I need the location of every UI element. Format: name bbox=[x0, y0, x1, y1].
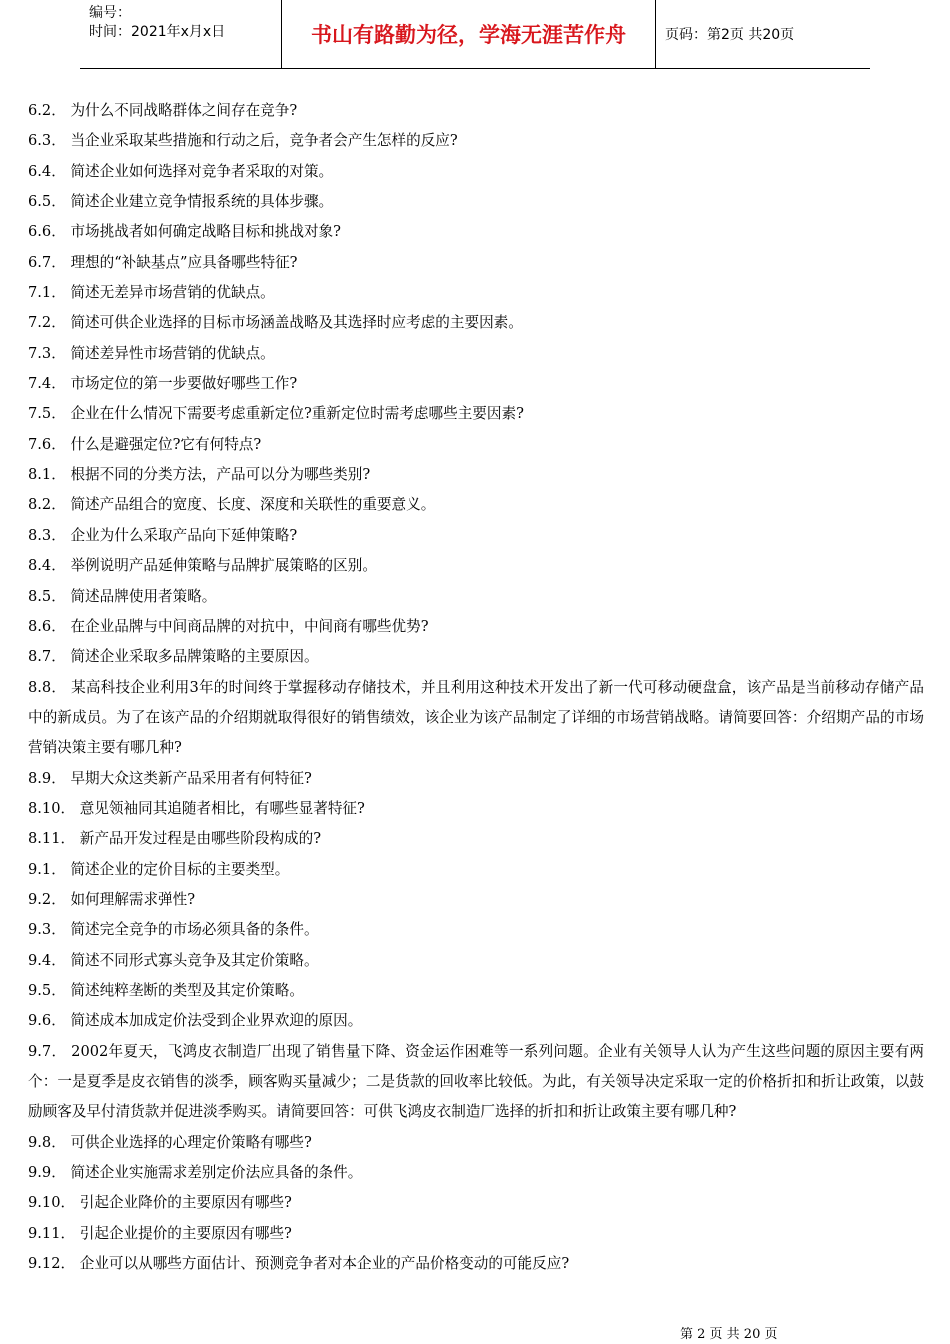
question-item: 6.3． 当企业采取某些措施和行动之后，竞争者会产生怎样的反应? bbox=[28, 132, 458, 150]
question-item: 6.5． 简述企业建立竞争情报系统的具体步骤。 bbox=[28, 193, 334, 211]
question-item: 8.7． 简述企业采取多品牌策略的主要原因。 bbox=[28, 648, 319, 666]
question-item: 6.6． 市场挑战者如何确定战略目标和挑战对象? bbox=[28, 223, 341, 241]
question-item: 9.1． 简述企业的定价目标的主要类型。 bbox=[28, 860, 290, 878]
question-item: 8.6． 在企业品牌与中间商品牌的对抗中，中间商有哪些优势? bbox=[28, 617, 429, 635]
question-item: 9.11． 引起企业提价的主要原因有哪些? bbox=[28, 1224, 292, 1242]
question-item: 7.1． 简述无差异市场营销的优缺点。 bbox=[28, 284, 275, 302]
question-item: 9.9． 简述企业实施需求差别定价法应具备的条件。 bbox=[28, 1164, 363, 1182]
time-label: 时间：2021年x月x日 bbox=[89, 24, 226, 40]
header-page-code: 页码：第2页 共20页 bbox=[665, 27, 795, 43]
question-item: 7.6． 什么是避强定位?它有何特点? bbox=[28, 435, 262, 453]
question-item: 8.8． 某高科技企业利用3年的时间终于掌握移动存储技术，并且利用这种技术开发出了新一代可移动硬盘盒，该产品是当前移动存储产品中的新成员。为了在该产品的介绍期就取得很好的销售绩效，该企业为该产品制定了详细的市场营销战略。请简要回答：介绍期产品的市场营销决策主要有哪几种? bbox=[28, 678, 924, 757]
page-footer: 第 2 页 共 20 页 bbox=[680, 1327, 778, 1342]
question-item: 8.5． 简述品牌使用者策略。 bbox=[28, 587, 217, 605]
question-item: 9.5． 简述纯粹垄断的类型及其定价策略。 bbox=[28, 981, 304, 999]
question-item: 9.3． 简述完全竞争的市场必须具备的条件。 bbox=[28, 921, 319, 939]
question-item: 8.9． 早期大众这类新产品采用者有何特征? bbox=[28, 769, 312, 787]
header-meta bbox=[89, 4, 281, 42]
header-motto: 书山有路勤为径，学海无涯苦作舟 bbox=[281, 0, 656, 68]
question-item: 8.10． 意见领袖同其追随者相比，有哪些显著特征? bbox=[28, 799, 365, 817]
question-item: 9.4． 简述不同形式寡头竞争及其定价策略。 bbox=[28, 951, 319, 969]
serial-label: 编号： bbox=[89, 5, 131, 21]
question-item: 9.8． 可供企业选择的心理定价策略有哪些? bbox=[28, 1133, 312, 1151]
question-item: 9.6． 简述成本加成定价法受到企业界欢迎的原因。 bbox=[28, 1012, 363, 1030]
question-item: 7.4． 市场定位的第一步要做好哪些工作? bbox=[28, 375, 298, 393]
question-item: 6.4． 简述企业如何选择对竞争者采取的对策。 bbox=[28, 162, 334, 180]
question-item: 8.4． 举例说明产品延伸策略与品牌扩展策略的区别。 bbox=[28, 557, 377, 575]
question-item: 7.5． 企业在什么情况下需要考虑重新定位?重新定位时需考虑哪些主要因素? bbox=[28, 405, 524, 423]
question-item: 9.12． 企业可以从哪些方面估计、预测竞争者对本企业的产品价格变动的可能反应? bbox=[28, 1255, 570, 1273]
question-item: 6.2． 为什么不同战略群体之间存在竞争? bbox=[28, 102, 298, 119]
page-header bbox=[80, 0, 870, 69]
question-list bbox=[28, 96, 924, 1279]
question-item: 7.3． 简述差异性市场营销的优缺点。 bbox=[28, 344, 275, 362]
question-item: 6.7． 理想的“补缺基点”应具备哪些特征? bbox=[28, 253, 298, 271]
question-item: 7.2． 简述可供企业选择的目标市场涵盖战略及其选择时应考虑的主要因素。 bbox=[28, 314, 523, 332]
question-item: 8.2． 简述产品组合的宽度、长度、深度和关联性的重要意义。 bbox=[28, 496, 436, 514]
question-item: 9.2． 如何理解需求弹性? bbox=[28, 890, 196, 908]
question-item: 8.11． 新产品开发过程是由哪些阶段构成的? bbox=[28, 830, 322, 848]
question-item: 9.10． 引起企业降价的主要原因有哪些? bbox=[28, 1194, 292, 1212]
question-item: 8.3． 企业为什么采取产品向下延伸策略? bbox=[28, 526, 298, 544]
question-item: 8.1． 根据不同的分类方法，产品可以分为哪些类别? bbox=[28, 466, 371, 484]
question-item: 9.7． 2002年夏天，飞鸿皮衣制造厂出现了销售量下降、资金运作困难等一系列问题。企业有关领导人认为产生这些问题的原因主要有两个：一是夏季是皮衣销售的淡季，顾客购买量减少；二是货款的回收率比较低。为此，有关领导决定采取一定的价格折扣和折让政策，以鼓励顾客及早付清货款并促进淡季购买。请简要回答：可供飞鸿皮衣制造厂选择的折扣和折让政策主要有哪几种? bbox=[28, 1042, 924, 1121]
